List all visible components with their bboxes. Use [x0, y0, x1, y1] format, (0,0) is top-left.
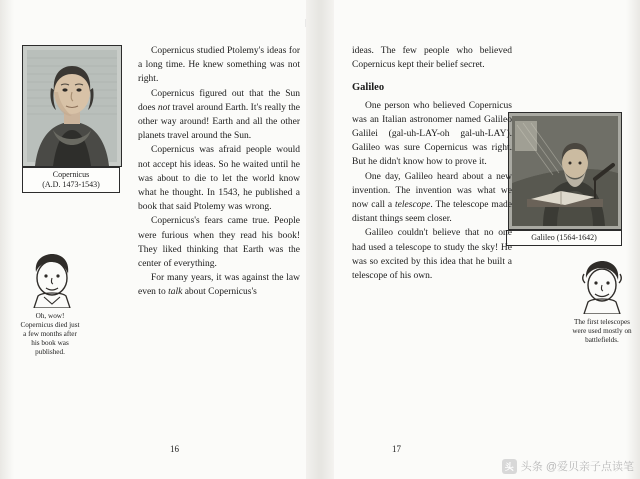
paragraph: One person who believed Copernicus was an Italian astronomer named Galileo Galilei (gal-uh-LAY-oh gal-uh-LAY). Galileo was sure Copernicus was right. But he didn't know how to prove it.	[352, 100, 512, 168]
watermark	[502, 458, 634, 474]
kid-illustration-left	[24, 250, 78, 308]
watermark-text: 头条 @爱贝亲子点读笔	[520, 461, 634, 473]
left-page-edge	[0, 0, 14, 479]
paragraph: For many years, it was against the law even to talk about Copernicus's	[138, 273, 300, 298]
galileo-caption: Galileo (1564-1642)	[506, 230, 622, 246]
paragraph: Copernicus figured out that the Sun does not travel around Earth. It's really the other way around! Earth and all the other planets travel around the Sun.	[138, 88, 300, 142]
watermark-logo-icon: 头	[502, 459, 517, 474]
book-gutter	[306, 0, 334, 479]
paragraph: One day, Galileo heard about a new invention. The invention was what we now call a telescope. The telescope made distant things seem closer.	[352, 171, 512, 225]
paragraph: ideas. The few people who believed Copernicus kept their belief secret.	[352, 46, 512, 71]
paragraph: Copernicus was afraid people would not accept his ideas. So he waited until he was about to die to let the world know what he thought. In 1543, he published a book that said Ptolemy was wrong.	[138, 145, 300, 213]
kid-illustration-right	[576, 258, 628, 314]
section-heading-galileo: Galileo	[352, 82, 385, 94]
galileo-engraving	[509, 113, 621, 229]
copernicus-engraving	[23, 46, 121, 166]
paragraph: Galileo couldn't believe that no one had used a telescope to study the sky! He was so excited by this idea that he built a telescope of his own.	[352, 228, 512, 282]
page-number-left: 16	[170, 444, 179, 454]
margin-note-right: The first telescopes were used mostly on battlefields.	[572, 318, 632, 344]
right-page-edge	[626, 0, 640, 479]
copernicus-portrait-image	[22, 45, 122, 167]
margin-note-left: Oh, wow! Copernicus died just a few months after his book was published.	[20, 312, 80, 356]
copernicus-caption	[22, 167, 120, 193]
paragraph: Copernicus's fears came true. People were furious when they read his book! They liked thinking that Earth was the center of everything.	[138, 216, 300, 270]
galileo-portrait-image	[508, 112, 622, 230]
gutter-mark: |	[305, 18, 307, 27]
kid-face-left-icon	[24, 250, 78, 308]
right-page-text-column	[352, 44, 512, 283]
page-number-right: 17	[392, 444, 401, 454]
left-page-text-column	[138, 44, 300, 300]
kid-face-right-icon	[576, 258, 628, 314]
copernicus-caption-name: Copernicus	[52, 170, 90, 179]
paragraph: Copernicus studied Ptolemy's ideas for a long time. He knew something was not right.	[138, 46, 300, 85]
copernicus-caption-dates: (A.D. 1473-1543)	[42, 180, 100, 189]
